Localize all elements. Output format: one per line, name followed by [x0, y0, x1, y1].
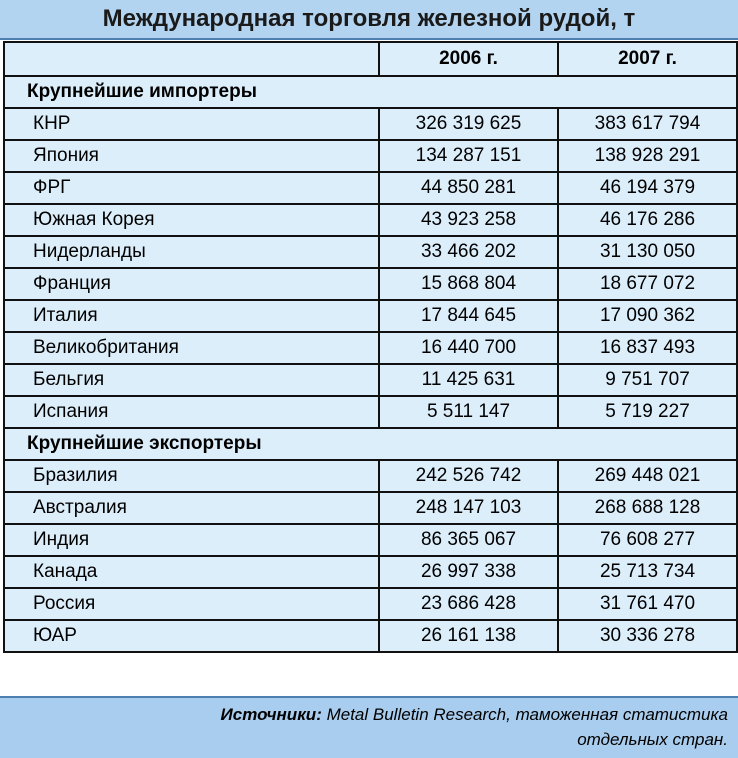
- sources-footer: [0, 696, 738, 758]
- table-row: [4, 524, 737, 556]
- value-2006: 26 997 338: [379, 556, 558, 588]
- table-row: [4, 236, 737, 268]
- value-2006: 15 868 804: [379, 268, 558, 300]
- value-2007: 46 194 379: [558, 172, 737, 204]
- value-2006: 242 526 742: [379, 460, 558, 492]
- sources-text-line2: отдельных стран.: [577, 730, 728, 749]
- value-2006: 23 686 428: [379, 588, 558, 620]
- trade-table-body: [4, 42, 737, 652]
- sources-label: Источники:: [220, 705, 322, 724]
- value-2006: 11 425 631: [379, 364, 558, 396]
- value-2007: 31 761 470: [558, 588, 737, 620]
- table-row: [4, 556, 737, 588]
- table-row: [4, 300, 737, 332]
- value-2006: 44 850 281: [379, 172, 558, 204]
- value-2007: 383 617 794: [558, 108, 737, 140]
- value-2006: 86 365 067: [379, 524, 558, 556]
- country-name: Россия: [4, 588, 379, 620]
- country-name: Бразилия: [4, 460, 379, 492]
- value-2007: 46 176 286: [558, 204, 737, 236]
- value-2007: 30 336 278: [558, 620, 737, 652]
- section-heading: Крупнейшие импортеры: [4, 76, 737, 108]
- value-2006: 43 923 258: [379, 204, 558, 236]
- value-2007: 268 688 128: [558, 492, 737, 524]
- country-name: Южная Корея: [4, 204, 379, 236]
- table-row: [4, 396, 737, 428]
- value-2007: 16 837 493: [558, 332, 737, 364]
- value-2007: 18 677 072: [558, 268, 737, 300]
- table-row: [4, 460, 737, 492]
- trade-table: [3, 41, 738, 653]
- value-2006: 33 466 202: [379, 236, 558, 268]
- header-row: [4, 42, 737, 76]
- value-2006: 134 287 151: [379, 140, 558, 172]
- value-2007: 31 130 050: [558, 236, 737, 268]
- value-2007: 269 448 021: [558, 460, 737, 492]
- value-2007: 138 928 291: [558, 140, 737, 172]
- value-2006: 17 844 645: [379, 300, 558, 332]
- header-2006: 2006 г.: [379, 42, 558, 76]
- country-name: Великобритания: [4, 332, 379, 364]
- country-name: Австралия: [4, 492, 379, 524]
- table-row: [4, 204, 737, 236]
- table-row: [4, 620, 737, 652]
- country-name: Канада: [4, 556, 379, 588]
- country-name: Индия: [4, 524, 379, 556]
- value-2006: 5 511 147: [379, 396, 558, 428]
- table-row: [4, 108, 737, 140]
- country-name: Франция: [4, 268, 379, 300]
- value-2007: 9 751 707: [558, 364, 737, 396]
- value-2007: 17 090 362: [558, 300, 737, 332]
- value-2007: 5 719 227: [558, 396, 737, 428]
- country-name: КНР: [4, 108, 379, 140]
- country-name: Испания: [4, 396, 379, 428]
- country-name: Бельгия: [4, 364, 379, 396]
- table-title: Международная торговля железной рудой, т: [0, 0, 738, 40]
- importers-section-row: [4, 76, 737, 108]
- value-2006: 326 319 625: [379, 108, 558, 140]
- table-row: [4, 492, 737, 524]
- table-row: [4, 364, 737, 396]
- exporters-section-row: [4, 428, 737, 460]
- header-2007: 2007 г.: [558, 42, 737, 76]
- value-2007: 76 608 277: [558, 524, 737, 556]
- table-row: [4, 332, 737, 364]
- value-2006: 248 147 103: [379, 492, 558, 524]
- value-2007: 25 713 734: [558, 556, 737, 588]
- value-2006: 16 440 700: [379, 332, 558, 364]
- sources-text-line1: Metal Bulletin Research, таможенная статистика: [326, 705, 728, 724]
- country-name: ФРГ: [4, 172, 379, 204]
- value-2006: 26 161 138: [379, 620, 558, 652]
- country-name: Япония: [4, 140, 379, 172]
- table-row: [4, 140, 737, 172]
- table-row: [4, 172, 737, 204]
- country-name: Италия: [4, 300, 379, 332]
- header-empty-cell: [4, 42, 379, 76]
- section-heading: Крупнейшие экспортеры: [4, 428, 737, 460]
- table-row: [4, 268, 737, 300]
- country-name: ЮАР: [4, 620, 379, 652]
- country-name: Нидерланды: [4, 236, 379, 268]
- table-row: [4, 588, 737, 620]
